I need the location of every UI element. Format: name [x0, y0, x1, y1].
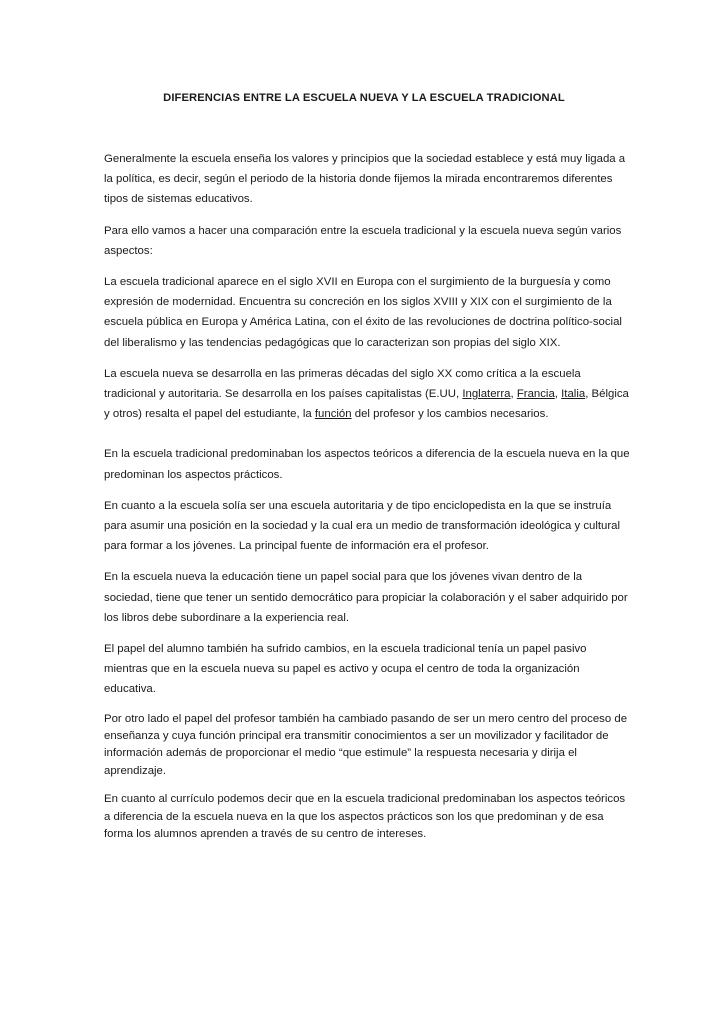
paragraph-theory-practice: En la escuela tradicional predominaban los aspectos teóricos a diferencia de la escuela nueva en la que predominan los aspectos prácticos. [104, 448, 630, 481]
paragraph-comparison: Para ello vamos a hacer una comparación entre la escuela tradicional y la escuela nueva según varios aspectos: [104, 224, 622, 257]
link-italia[interactable]: Italia [561, 388, 586, 401]
link-funcion[interactable]: función [314, 408, 352, 421]
paragraph-text: , Bélgica y otros) resalta el papel del estudiante, la [104, 388, 629, 421]
paragraph-student-role: El papel del alumno también ha sufrido cambios, en la escuela tradicional tenía un papel pasivo mientras que en la escuela nueva su papel es activo y ocupa el centro de toda la organización educativa. [104, 643, 587, 696]
paragraph-new-school-origin [104, 364, 632, 425]
paragraph-social-role: En la escuela nueva la educación tiene un papel social para que los jóvenes vivan dentro de la sociedad, tiene que tener un sentido democrático para propiciar la colaboración y el saber adquirido por los libros debe subordinare a la experiencia real. [104, 571, 628, 624]
paragraph-intro: Generalmente la escuela enseña los valores y principios que la sociedad establece y está muy ligada a la política, es decir, según el periodo de la historia donde fijemos la mirada encontraremos diferentes tipos de sistemas educativos. [104, 153, 626, 206]
paragraph-authoritarian: En cuanto a la escuela solía ser una escuela autoritaria y de tipo enciclopedista en la que se instruía para asumir una posición en la sociedad y la cual era un medio de transformación ideológica y cultural para formar a los jóvenes. La principal fuente de información era el profesor. [104, 499, 621, 553]
paragraph-teacher-role: Por otro lado el papel del profesor también ha cambiado pasando de ser un mero centro del proceso de enseñanza y cuya función principal era transmitir conocimientos a ser un movilizador y facilitador de información además de proporcionar el medio “que estimule” la respuesta necesaria y dirija el aprendizaje. [104, 712, 628, 777]
link-francia[interactable]: Francia [516, 388, 555, 401]
document-body [104, 149, 632, 855]
separator: , [554, 388, 562, 401]
paragraph-curriculum: En cuanto al currículo podemos decir que en la escuela tradicional predominaban los aspectos teóricos a diferencia de la escuela nueva en la que los aspectos prácticos son los que predominan y de esa forma los alumnos aprenden a través de su centro de intereses. [104, 793, 626, 841]
paragraph-text: La escuela nueva se desarrolla en las primeras décadas del siglo XX como crítica a la escuela tradicional y autoritaria. Se desarrolla en los países capitalistas (E.UU, [104, 367, 581, 401]
paragraph-text: del profesor y los cambios necesarios. [351, 408, 549, 421]
paragraph-traditional-origin: La escuela tradicional aparece en el siglo XVII en Europa con el surgimiento de la burguesía y como expresión de modernidad. Encuentra su concreción en los siglos XVIII y XIX con el surgimiento de la escuela pública en Europa y América Latina, con el éxito de las revoluciones de doctrina político-social del liberalismo y las tendencias pedagógicas que lo caracterizan son propias del siglo XIX. [104, 276, 622, 349]
separator: , [510, 388, 517, 401]
document-title: DIFERENCIAS ENTRE LA ESCUELA NUEVA Y LA ESCUELA TRADICIONAL [163, 92, 565, 104]
link-inglaterra[interactable]: Inglaterra [462, 388, 511, 401]
